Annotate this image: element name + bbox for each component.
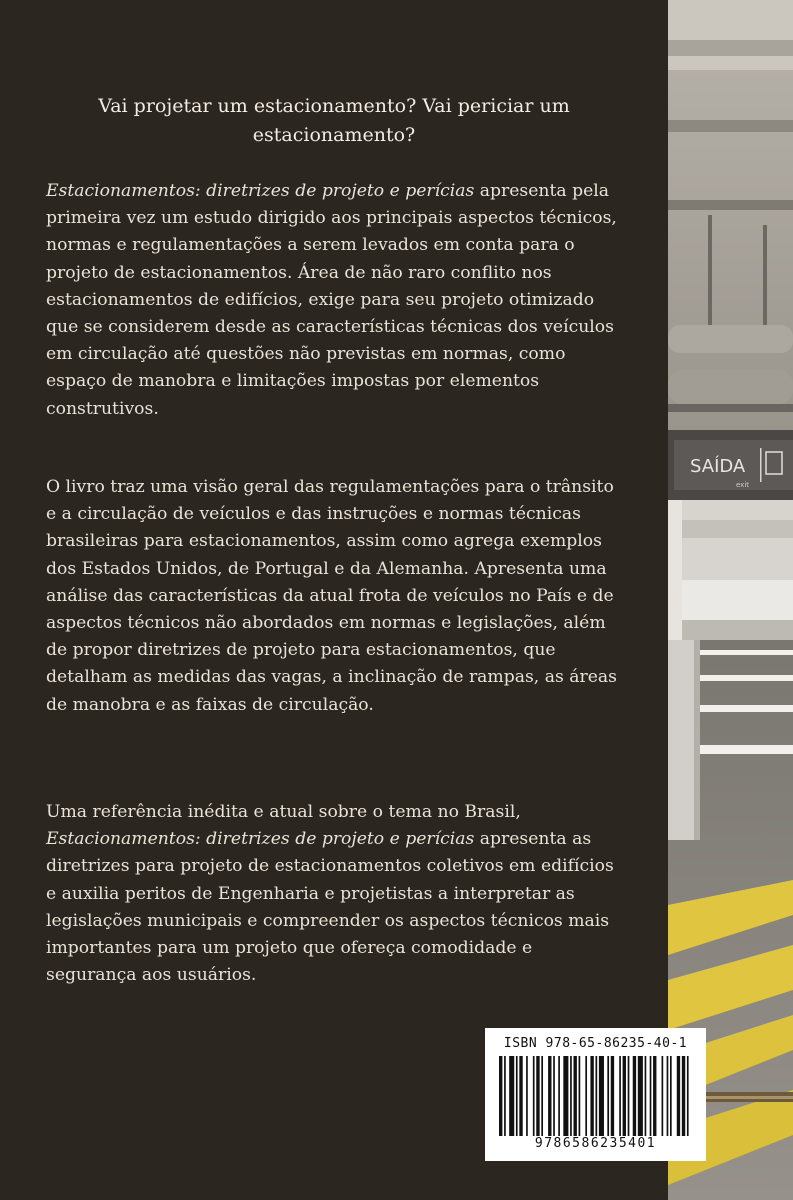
barcode-bar — [682, 1056, 685, 1136]
barcode-bar — [628, 1056, 630, 1136]
barcode-bar — [563, 1056, 568, 1136]
paragraph-2: O livro traz uma visão geral das regulamentações para o trânsito e a circulação de veículos e das instruções e normas técnicas brasileiras para estacionamentos, assim como agrega exemplos dos Estados Unidos, de Portugal e da Alemanha. Apresenta uma análise das características da atual frota de veículos no País e de aspectos técnicos não abordados em normas e legislações, além de propor diretrizes de projeto para estacionamentos, que detalham as medidas das vagas, a inclinação de rampas, as áreas de manobra e as faixas de circulação. — [46, 477, 617, 715]
isbn-label: ISBN 978-65-86235-40-1 — [503, 1036, 688, 1051]
barcode-bar — [499, 1056, 502, 1136]
barcode-bar — [590, 1056, 593, 1136]
barcode-bar — [611, 1056, 614, 1136]
barcode-bar — [570, 1056, 572, 1136]
barcode-bar — [645, 1056, 647, 1136]
barcode-bar — [653, 1056, 656, 1136]
barcode-bar — [585, 1056, 587, 1136]
barcode-bar — [541, 1056, 543, 1136]
exit-sign-label: SAÍDA — [690, 456, 746, 477]
barcode-bar — [633, 1056, 636, 1136]
barcode-bar — [519, 1056, 522, 1136]
exit-sign-sublabel: exit — [736, 481, 750, 489]
paragraph-1-text: apresenta pela primeira vez um estudo dirigido aos principais aspectos técnicos, normas e regulamentações a serem levados em conta para o projeto de estacionamentos. Área de não raro conflito nos estacionamentos de edifícios, exige para seu projeto otimizado que se considerem desde as características técnicas dos veículos em circulação até questões não previstas em normas, como espaço de manobra e limitações impostas por elementos construtivos. — [46, 181, 617, 419]
isbn-barcode — [485, 1028, 706, 1161]
headline: Vai projetar um estacionamento? Vai periciar um estacionamento? — [98, 95, 570, 146]
barcode-bar — [504, 1056, 506, 1136]
barcode-bar — [667, 1056, 669, 1136]
barcode-bar — [558, 1056, 560, 1136]
barcode-bar — [670, 1056, 672, 1136]
paragraph-3-intro: Uma referência inédita e atual sobre o tema no Brasil, — [46, 802, 521, 822]
barcode-bars — [499, 1056, 692, 1148]
book-title-italic: Estacionamentos: diretrizes de projeto e perícias — [46, 829, 475, 850]
barcode-bar — [687, 1056, 689, 1136]
barcode-bar — [516, 1056, 518, 1136]
barcode-bar — [677, 1056, 680, 1136]
barcode-bar — [548, 1056, 551, 1136]
barcode-bar — [533, 1056, 535, 1136]
barcode-bar — [509, 1056, 514, 1136]
barcode-bar — [638, 1056, 643, 1136]
paragraph-3 — [46, 799, 626, 989]
book-title-italic: Estacionamentos: diretrizes de projeto e perícias — [46, 181, 475, 201]
paragraph-3-text: apresenta as diretrizes para projeto de estacionamentos coletivos em edifícios e auxilia peritos de Engenharia e projetistas a interpretar as legislações municipais e compreender os aspectos técnicos mais importantes para um projeto que ofereça comodidade e segurança aos usuários. — [46, 829, 614, 986]
barcode-bar — [650, 1056, 652, 1136]
paragraph-1 — [46, 178, 626, 423]
barcode-bar — [573, 1056, 576, 1136]
parking-garage-photo — [668, 0, 793, 1200]
barcode-bar — [553, 1056, 555, 1136]
barcode-bar — [599, 1056, 604, 1136]
barcode-bar — [579, 1056, 581, 1136]
barcode-bar — [623, 1056, 626, 1136]
parking-garage-illustration — [668, 0, 793, 1200]
barcode-bar — [536, 1056, 539, 1136]
barcode-bar — [662, 1056, 664, 1136]
barcode-bar — [619, 1056, 621, 1136]
barcode-digits: 9786586235401 — [485, 1136, 706, 1151]
barcode-bar — [526, 1056, 528, 1136]
barcode-bar — [596, 1056, 598, 1136]
barcode-bar — [607, 1056, 609, 1136]
